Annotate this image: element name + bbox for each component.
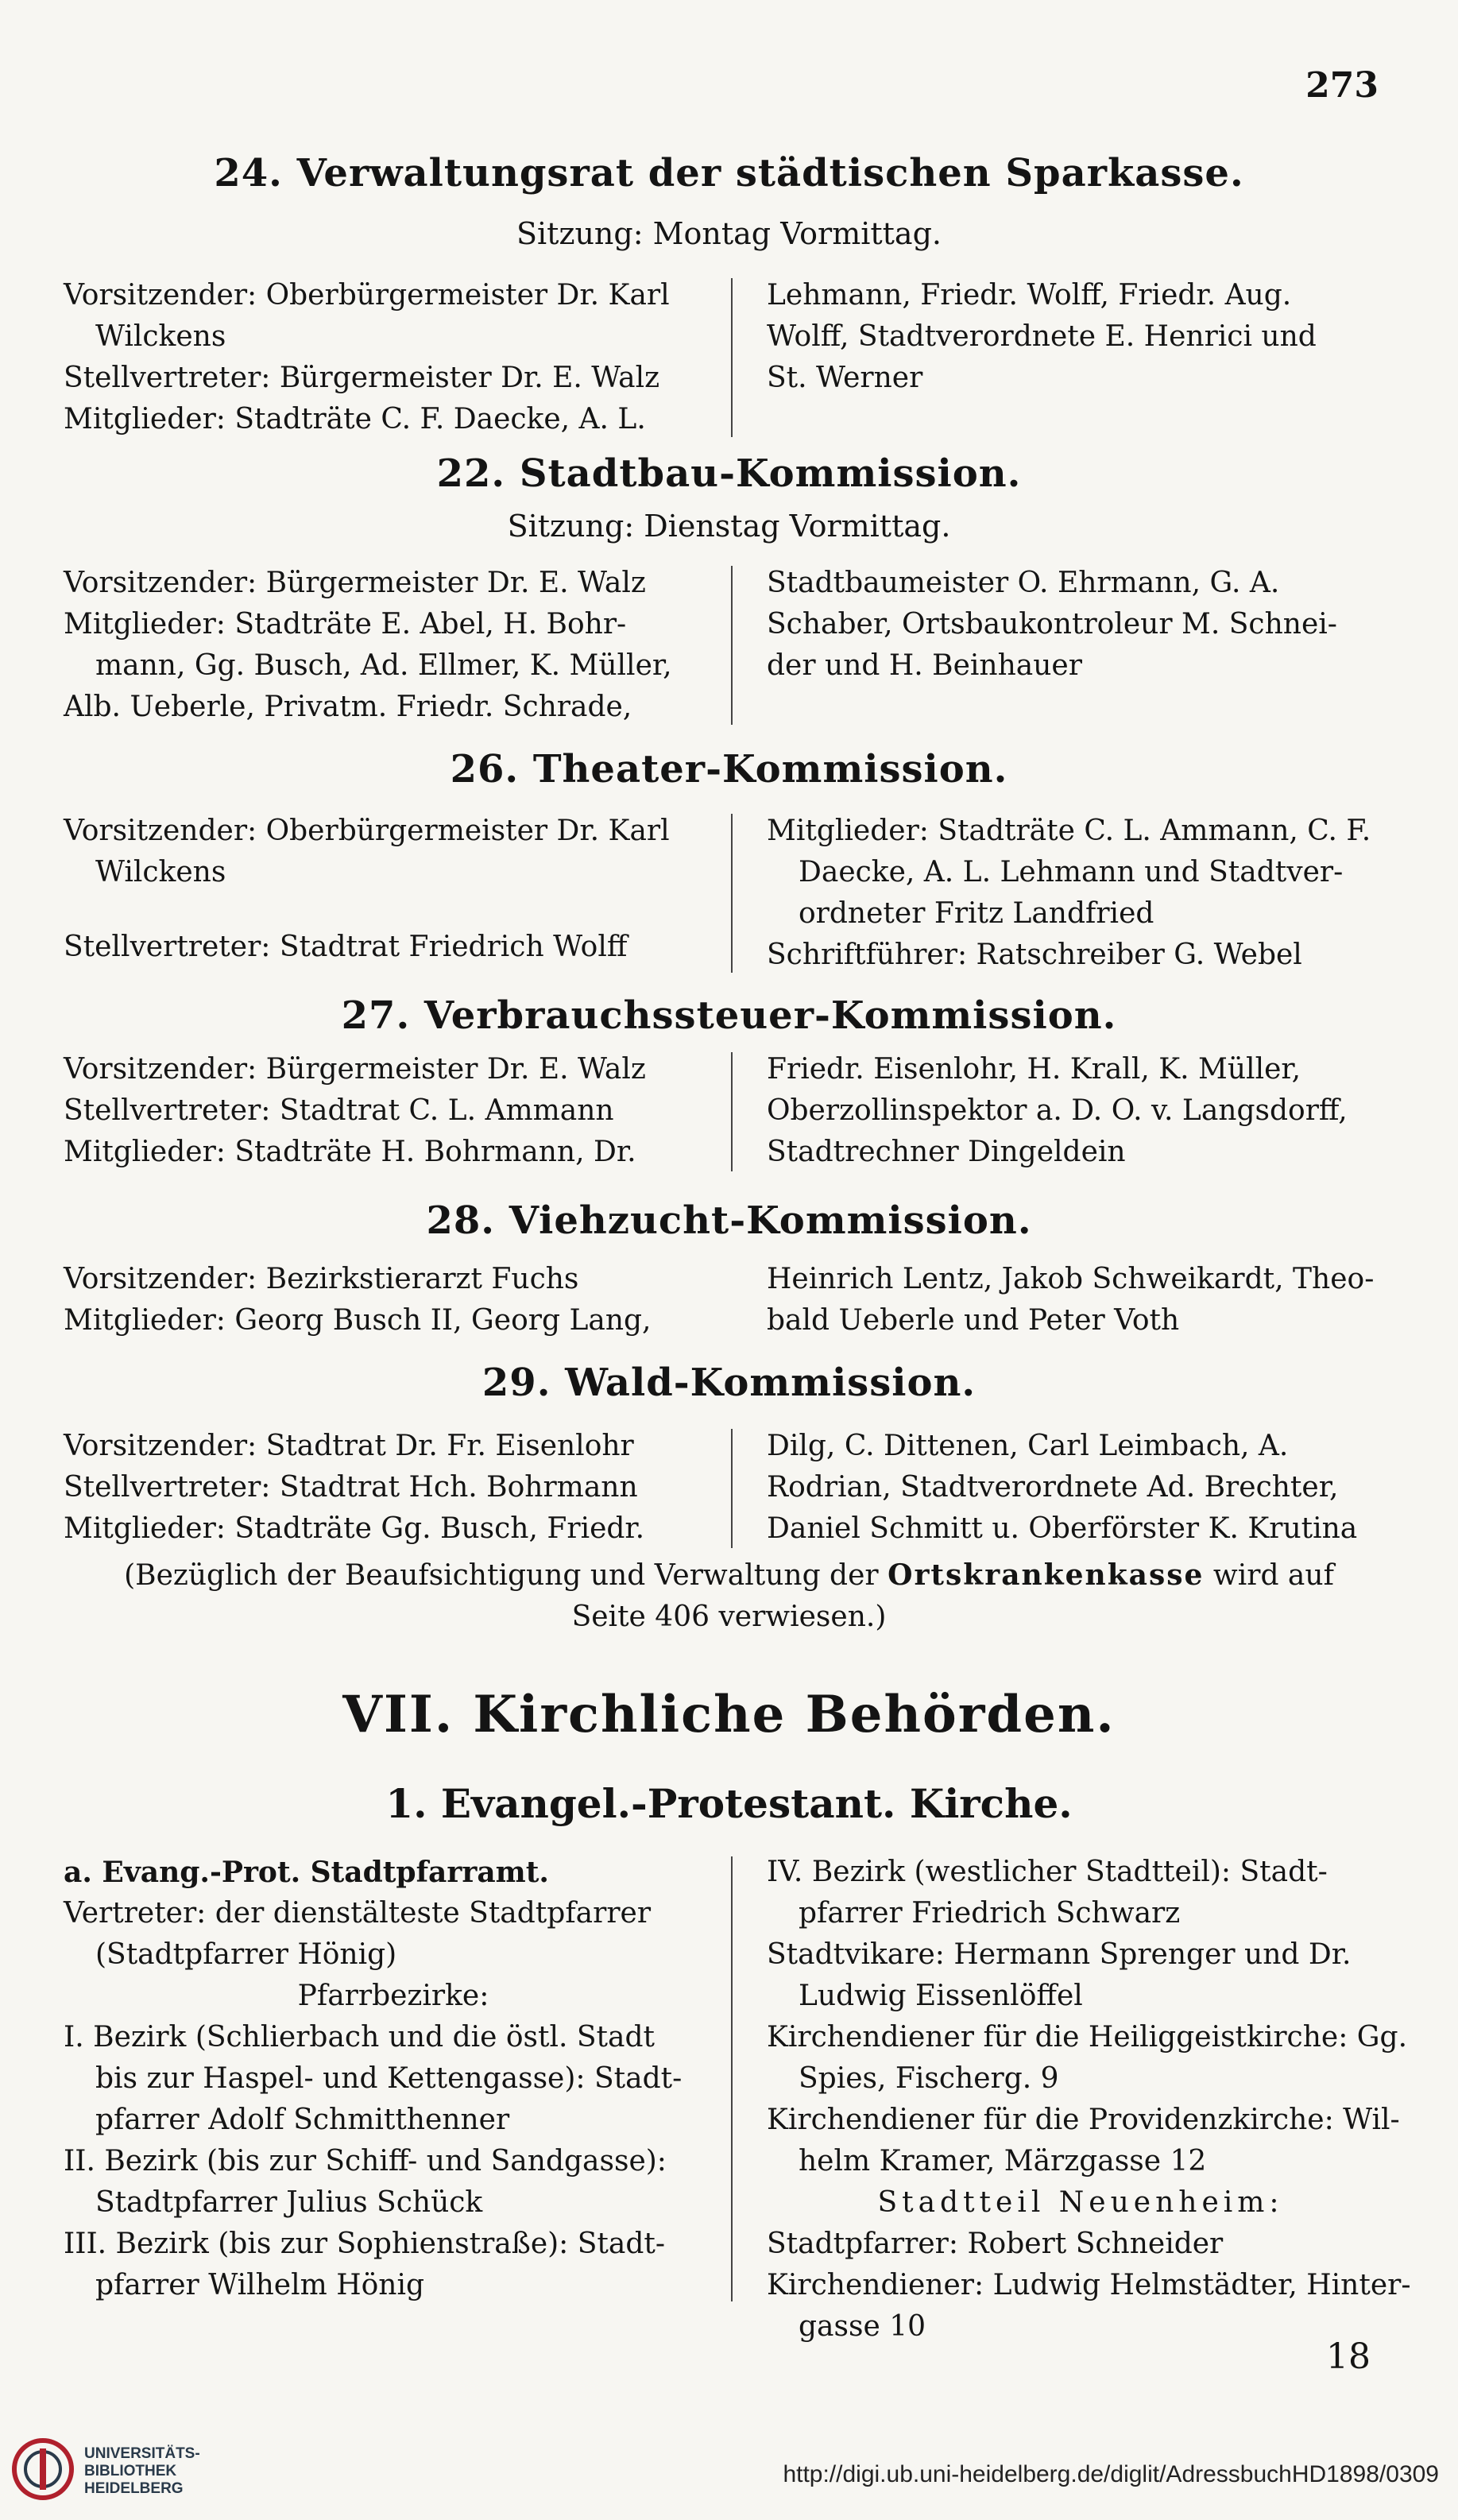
text-line: Mitglieder: Stadträte C. L. Ammann, C. F. [767, 815, 1371, 847]
text-line: Vorsitzender: Bürgermeister Dr. E. Walz [64, 567, 646, 599]
text-line: Vorsitzender: Stadtrat Dr. Fr. Eisenlohr [64, 1430, 634, 1462]
text-line: Kirchendiener für die Heiliggeistkirche: Gg. [767, 2021, 1408, 2054]
section-24-left [64, 275, 723, 440]
section-29-left [64, 1426, 723, 1550]
parish-districts-heading: Pfarrbezirke: [297, 1980, 489, 2012]
text-line: Stadtbaumeister O. Ehrmann, G. A. [767, 567, 1280, 599]
text-line: Vertreter: der dienstälteste Stadtpfarrer [64, 1897, 652, 1930]
column-divider [731, 1052, 733, 1171]
page-number: 273 [1305, 65, 1379, 106]
text-line: Wilckens [95, 320, 226, 353]
logo-line: BIBLIOTHEK [84, 2463, 177, 2479]
section-session-22: Sitzung: Dienstag Vormittag. [507, 509, 951, 544]
text-line: bis zur Haspel- und Kettengasse): Stadt- [95, 2062, 683, 2095]
text-line: Mitglieder: Stadträte E. Abel, H. Bohr- [64, 608, 627, 641]
text-line: Mitglieder: Stadträte C. F. Daecke, A. L. [64, 403, 646, 435]
source-url-link[interactable]: http://digi.ub.uni-heidelberg.de/diglit/AdressbuchHD1898/0309 [783, 2461, 1439, 2487]
text-line: Schaber, Ortsbaukontroleur M. Schnei- [767, 608, 1337, 641]
church-left-column [64, 1852, 723, 2306]
text-line: mann, Gg. Busch, Ad. Ellmer, K. Müller, [95, 649, 672, 682]
column-divider [731, 1856, 733, 2301]
section-29-right [767, 1426, 1394, 1550]
chapter-title: VII. Kirchliche Behörden. [342, 1685, 1116, 1744]
text-line: Stadtpfarrer: Robert Schneider [767, 2228, 1224, 2260]
text-line: Vorsitzender: Oberbürgermeister Dr. Karl [64, 279, 670, 312]
library-seal-icon [11, 2437, 75, 2501]
text-line: Daecke, A. L. Lehmann und Stadtver- [799, 856, 1344, 888]
section-22-left [64, 563, 723, 728]
note-line-2: Seite 406 verwiesen.) [571, 1601, 887, 1633]
text-line: pfarrer Wilhelm Hönig [95, 2269, 424, 2301]
text-line: Spies, Fischerg. 9 [799, 2062, 1059, 2095]
logo-line: HEIDELBERG [84, 2480, 184, 2497]
logo-line: UNIVERSITÄTS- [84, 2445, 200, 2462]
text-line: Alb. Ueberle, Privatm. Friedr. Schrade, [64, 691, 632, 723]
sickness-fund-note [64, 1554, 1394, 1638]
section-title-24: 24. Verwaltungsrat der städtischen Sparkasse. [214, 151, 1244, 195]
text-line: Rodrian, Stadtverordnete Ad. Brechter, [767, 1471, 1339, 1504]
note-text-1: (Bezüglich der Beaufsichtigung und Verwaltung der [124, 1559, 879, 1592]
text-line: IV. Bezirk (westlicher Stadtteil): Stadt- [767, 1856, 1328, 1888]
text-line: Stadtpfarrer Julius Schück [95, 2186, 483, 2219]
column-divider [731, 566, 733, 725]
text-line: helm Kramer, Märzgasse 12 [799, 2145, 1207, 2177]
section-session-24: Sitzung: Montag Vormittag. [516, 216, 942, 251]
note-emphasis: Ortskrankenkasse [888, 1558, 1205, 1592]
sheet-number: 18 [1326, 2336, 1371, 2377]
text-line: Wolff, Stadtverordnete E. Henrici und [767, 320, 1317, 353]
section-26-right [767, 811, 1394, 976]
text-line: Kirchendiener für die Providenzkirche: Wil- [767, 2104, 1400, 2136]
text-line: Stadtrechner Dingeldein [767, 1136, 1126, 1168]
text-line: Dilg, C. Dittenen, Carl Leimbach, A. [767, 1430, 1289, 1462]
section-26-left [64, 811, 723, 968]
text-line: Wilckens [95, 856, 226, 888]
text-line: Ludwig Eissenlöffel [799, 1980, 1083, 2012]
text-line: Schriftführer: Ratschreiber G. Webel [767, 939, 1302, 971]
text-line: Mitglieder: Stadträte H. Bohrmann, Dr. [64, 1136, 636, 1168]
text-line: (Stadtpfarrer Hönig) [95, 1938, 397, 1971]
section-27-left [64, 1049, 723, 1173]
note-line-1 [64, 1554, 1394, 1597]
sub-chapter-title: 1. Evangel.-Protestant. Kirche. [385, 1780, 1073, 1827]
section-28-right [767, 1259, 1394, 1341]
text-line: Friedr. Eisenlohr, H. Krall, K. Müller, [767, 1053, 1301, 1086]
library-logo[interactable] [11, 2431, 249, 2507]
text-line: Heinrich Lentz, Jakob Schweikardt, Theo- [767, 1263, 1375, 1295]
church-right-column [767, 1852, 1411, 2348]
note-text-2: wird auf [1212, 1559, 1334, 1592]
text-line: Stellvertreter: Stadtrat Hch. Bohrmann [64, 1471, 638, 1504]
section-title-27: 27. Verbrauchssteuer-Kommission. [341, 993, 1117, 1038]
text-line: pfarrer Adolf Schmitthenner [95, 2104, 510, 2136]
text-line: Kirchendiener: Ludwig Helmstädter, Hinter- [767, 2269, 1411, 2301]
text-line: Lehmann, Friedr. Wolff, Friedr. Aug. [767, 279, 1292, 312]
text-line: III. Bezirk (bis zur Sophienstraße): Stadt- [64, 2228, 666, 2260]
parish-office-heading: a. Evang.-Prot. Stadtpfarramt. [64, 1856, 549, 1889]
text-line: Mitglieder: Georg Busch II, Georg Lang, [64, 1304, 652, 1337]
text-line: pfarrer Friedrich Schwarz [799, 1897, 1181, 1930]
text-line: Stellvertreter: Bürgermeister Dr. E. Walz [64, 362, 660, 394]
column-divider [731, 1429, 733, 1548]
section-title-26: 26. Theater-Kommission. [450, 747, 1008, 792]
text-line: Mitglieder: Stadträte Gg. Busch, Friedr. [64, 1512, 645, 1545]
text-line: Oberzollinspektor a. D. O. v. Langsdorff, [767, 1094, 1348, 1127]
text-line: Vorsitzender: Bezirkstierarzt Fuchs [64, 1263, 579, 1295]
neuenheim-heading: Stadtteil Neuenheim: [877, 2186, 1284, 2219]
text-line: der und H. Beinhauer [767, 649, 1082, 682]
text-line: ordneter Fritz Landfried [799, 897, 1154, 930]
column-divider [731, 814, 733, 973]
text-line: II. Bezirk (bis zur Schiff- und Sandgasse): [64, 2145, 667, 2177]
section-title-22: 22. Stadtbau-Kommission. [436, 451, 1022, 496]
section-28-left [64, 1259, 723, 1341]
text-line: Vorsitzender: Oberbürgermeister Dr. Karl [64, 815, 670, 847]
text-line: Stadtvikare: Hermann Sprenger und Dr. [767, 1938, 1352, 1971]
text-line: Stellvertreter: Stadtrat C. L. Ammann [64, 1094, 614, 1127]
text-line: Vorsitzender: Bürgermeister Dr. E. Walz [64, 1053, 646, 1086]
section-24-right [767, 275, 1394, 399]
text-line: Daniel Schmitt u. Oberförster K. Krutina [767, 1512, 1358, 1545]
section-27-right [767, 1049, 1394, 1173]
column-divider [731, 278, 733, 437]
text-line: I. Bezirk (Schlierbach und die östl. Stadt [64, 2021, 655, 2054]
section-title-28: 28. Viehzucht-Kommission. [426, 1198, 1032, 1243]
text-line: St. Werner [767, 362, 923, 394]
section-22-right [767, 563, 1394, 687]
text-line: gasse 10 [799, 2310, 926, 2343]
library-name [84, 2445, 200, 2498]
text-line: Stellvertreter: Stadtrat Friedrich Wolff [64, 931, 628, 963]
section-title-29: 29. Wald-Kommission. [481, 1361, 977, 1405]
text-line: bald Ueberle und Peter Voth [767, 1304, 1180, 1337]
digitization-footer [0, 2420, 1458, 2520]
